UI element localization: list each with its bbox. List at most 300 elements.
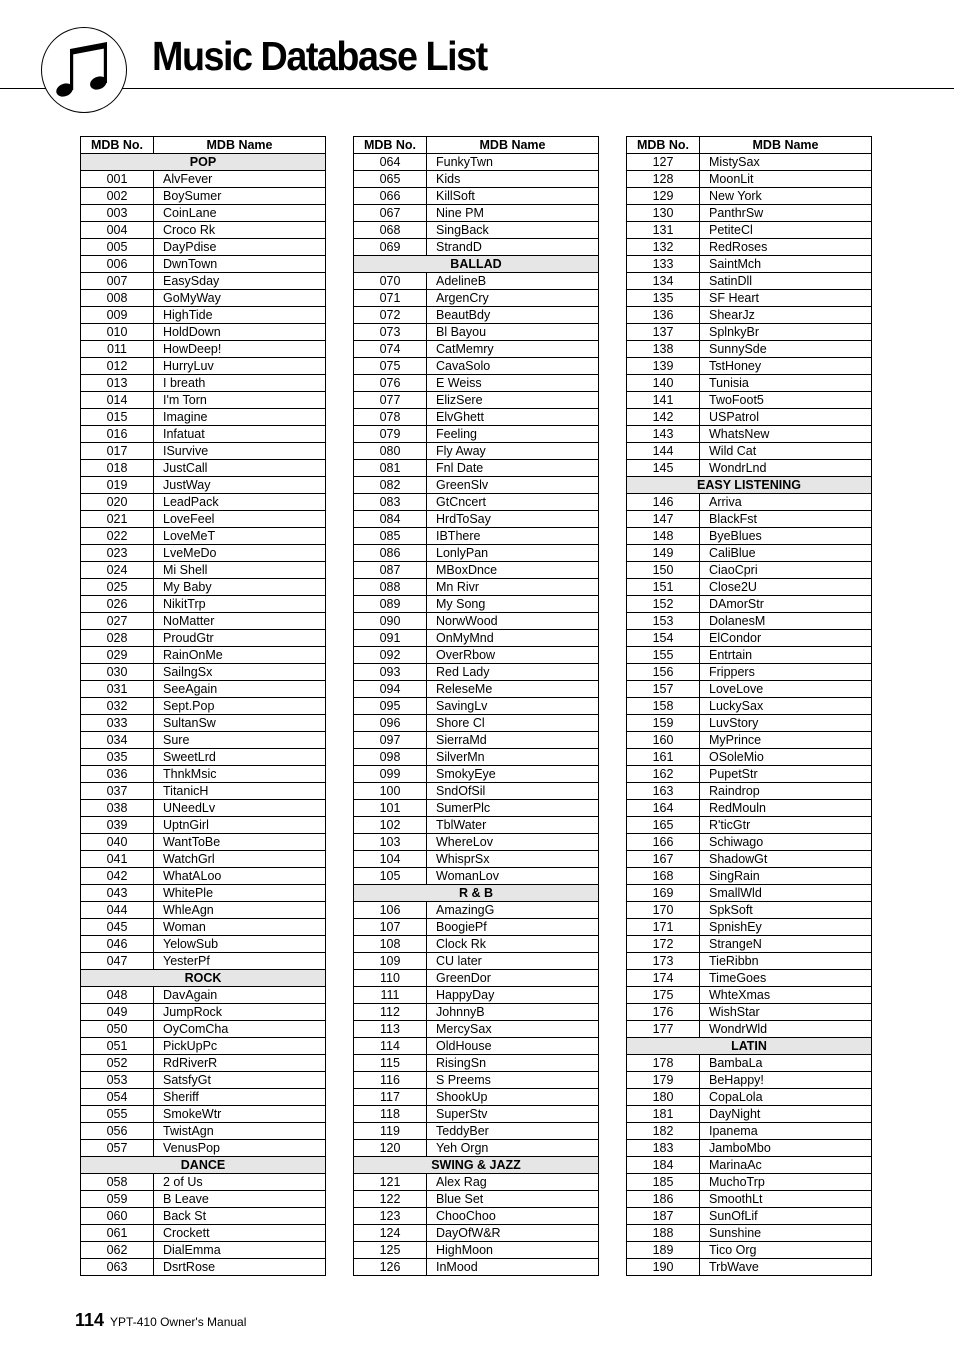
table-row (627, 630, 872, 647)
table-row (627, 766, 872, 783)
mdb-number: 024 (81, 562, 154, 579)
table-row (81, 851, 326, 868)
category-label: LATIN (627, 1038, 872, 1055)
table-row (627, 188, 872, 205)
table-row (627, 511, 872, 528)
mdb-name: Wild Cat (700, 443, 872, 460)
mdb-number: 133 (627, 256, 700, 273)
table-row (627, 1208, 872, 1225)
table-row (354, 613, 599, 630)
mdb-number: 120 (354, 1140, 427, 1157)
table-row (354, 494, 599, 511)
table-row (627, 1140, 872, 1157)
mdb-number: 116 (354, 1072, 427, 1089)
table-row (354, 358, 599, 375)
category-label: POP (81, 154, 326, 171)
table-row (81, 902, 326, 919)
mdb-name: ShearJz (700, 307, 872, 324)
mdb-number: 148 (627, 528, 700, 545)
mdb-name: TwistAgn (154, 1123, 326, 1140)
mdb-name: PanthrSw (700, 205, 872, 222)
table-row (354, 545, 599, 562)
table-row (81, 1123, 326, 1140)
mdb-number: 043 (81, 885, 154, 902)
mdb-name: Sheriff (154, 1089, 326, 1106)
mdb-name: Fly Away (427, 443, 599, 460)
table-row (81, 715, 326, 732)
page-number: 114 (75, 1310, 105, 1330)
table-row (81, 256, 326, 273)
table-row (354, 630, 599, 647)
table-row (354, 477, 599, 494)
table-row (627, 1055, 872, 1072)
mdb-number: 094 (354, 681, 427, 698)
mdb-number: 121 (354, 1174, 427, 1191)
table-row (627, 579, 872, 596)
table-row (81, 817, 326, 834)
table-row (627, 341, 872, 358)
mdb-number: 099 (354, 766, 427, 783)
table-row (627, 817, 872, 834)
mdb-name: MarinaAc (700, 1157, 872, 1174)
table-row (81, 766, 326, 783)
table-row (81, 392, 326, 409)
mdb-name: CU later (427, 953, 599, 970)
mdb-name: WhatALoo (154, 868, 326, 885)
mdb-name: LoveLove (700, 681, 872, 698)
table-row (354, 868, 599, 885)
mdb-number: 157 (627, 681, 700, 698)
table-row (81, 800, 326, 817)
mdb-name: ElvGhett (427, 409, 599, 426)
mdb-number: 002 (81, 188, 154, 205)
mdb-number: 091 (354, 630, 427, 647)
table-row (627, 1157, 872, 1174)
mdb-name: UNeedLv (154, 800, 326, 817)
mdb-name: ReleseMe (427, 681, 599, 698)
mdb-name: GtCncert (427, 494, 599, 511)
mdb-name: MuchoTrp (700, 1174, 872, 1191)
mdb-name: DayPdise (154, 239, 326, 256)
mdb-name: SatsfyGt (154, 1072, 326, 1089)
table-row (354, 579, 599, 596)
mdb-number: 028 (81, 630, 154, 647)
mdb-number: 182 (627, 1123, 700, 1140)
mdb-number: 090 (354, 613, 427, 630)
table-row (81, 307, 326, 324)
mdb-name: JustWay (154, 477, 326, 494)
mdb-number: 181 (627, 1106, 700, 1123)
mdb-name: PupetStr (700, 766, 872, 783)
mdb-name: SmokeWtr (154, 1106, 326, 1123)
table-row (81, 749, 326, 766)
mdb-number: 179 (627, 1072, 700, 1089)
table-row (354, 290, 599, 307)
header-mdb-no: MDB No. (354, 137, 427, 154)
mdb-name: DwnTown (154, 256, 326, 273)
mdb-name: CopaLola (700, 1089, 872, 1106)
table-row (627, 749, 872, 766)
mdb-name: SplnkyBr (700, 324, 872, 341)
mdb-name: SeeAgain (154, 681, 326, 698)
mdb-number: 093 (354, 664, 427, 681)
category-row (81, 154, 326, 171)
mdb-number: 079 (354, 426, 427, 443)
mdb-name: TblWater (427, 817, 599, 834)
table-row (354, 834, 599, 851)
table-row (354, 1259, 599, 1276)
mdb-name: RisingSn (427, 1055, 599, 1072)
mdb-name: BeHappy! (700, 1072, 872, 1089)
mdb-number: 113 (354, 1021, 427, 1038)
mdb-number: 037 (81, 783, 154, 800)
mdb-name: WhleAgn (154, 902, 326, 919)
mdb-number: 060 (81, 1208, 154, 1225)
mdb-number: 049 (81, 1004, 154, 1021)
mdb-name: StrandD (427, 239, 599, 256)
mdb-name: WhteXmas (700, 987, 872, 1004)
mdb-number: 041 (81, 851, 154, 868)
table-row (627, 936, 872, 953)
mdb-name: WhereLov (427, 834, 599, 851)
table-row (81, 171, 326, 188)
mdb-name: Feeling (427, 426, 599, 443)
mdb-number: 003 (81, 205, 154, 222)
mdb-number: 162 (627, 766, 700, 783)
mdb-number: 088 (354, 579, 427, 596)
mdb-number: 001 (81, 171, 154, 188)
mdb-name: My Baby (154, 579, 326, 596)
table-row (81, 783, 326, 800)
mdb-number: 111 (354, 987, 427, 1004)
mdb-name: WondrLnd (700, 460, 872, 477)
table-row (627, 1174, 872, 1191)
mdb-number: 005 (81, 239, 154, 256)
table-row (354, 936, 599, 953)
table-row (81, 1225, 326, 1242)
mdb-number: 089 (354, 596, 427, 613)
mdb-name: GoMyWay (154, 290, 326, 307)
mdb-name: SailngSx (154, 664, 326, 681)
table-row (354, 698, 599, 715)
table-row (354, 1106, 599, 1123)
mdb-name: SultanSw (154, 715, 326, 732)
table-row (627, 528, 872, 545)
table-row (81, 1259, 326, 1276)
category-label: DANCE (81, 1157, 326, 1174)
table-row (81, 477, 326, 494)
mdb-name: Bl Bayou (427, 324, 599, 341)
table-row (354, 1038, 599, 1055)
mdb-number: 086 (354, 545, 427, 562)
table-row (81, 1004, 326, 1021)
table-row (81, 579, 326, 596)
mdb-number: 100 (354, 783, 427, 800)
mdb-name: NoMatter (154, 613, 326, 630)
mdb-number: 074 (354, 341, 427, 358)
mdb-name: Red Lady (427, 664, 599, 681)
table-row (81, 375, 326, 392)
mdb-name: SmallWld (700, 885, 872, 902)
mdb-number: 170 (627, 902, 700, 919)
table-row (354, 188, 599, 205)
mdb-name: ChooChoo (427, 1208, 599, 1225)
table-row (627, 664, 872, 681)
table-row (354, 528, 599, 545)
mdb-number: 124 (354, 1225, 427, 1242)
mdb-number: 087 (354, 562, 427, 579)
mdb-number: 004 (81, 222, 154, 239)
mdb-number: 138 (627, 341, 700, 358)
mdb-name: PickUpPc (154, 1038, 326, 1055)
table-row (627, 494, 872, 511)
mdb-number: 154 (627, 630, 700, 647)
category-row (354, 256, 599, 273)
mdb-name: Blue Set (427, 1191, 599, 1208)
table-row (81, 1021, 326, 1038)
mdb-number: 169 (627, 885, 700, 902)
mdb-name: IBThere (427, 528, 599, 545)
mdb-name: HappyDay (427, 987, 599, 1004)
mdb-name: BoySumer (154, 188, 326, 205)
mdb-number: 063 (81, 1259, 154, 1276)
table-row (627, 987, 872, 1004)
mdb-number: 147 (627, 511, 700, 528)
mdb-name: Nine PM (427, 205, 599, 222)
table-row (627, 885, 872, 902)
table-row (627, 171, 872, 188)
mdb-name: Sunshine (700, 1225, 872, 1242)
mdb-number: 075 (354, 358, 427, 375)
table-row (354, 596, 599, 613)
mdb-name: GreenDor (427, 970, 599, 987)
mdb-number: 106 (354, 902, 427, 919)
mdb-number: 178 (627, 1055, 700, 1072)
mdb-number: 020 (81, 494, 154, 511)
table-row (81, 1055, 326, 1072)
table-row (354, 970, 599, 987)
mdb-number: 035 (81, 749, 154, 766)
table-row (81, 698, 326, 715)
mdb-name: StrangeN (700, 936, 872, 953)
mdb-name: OSoleMio (700, 749, 872, 766)
mdb-name: FunkyTwn (427, 154, 599, 171)
mdb-number: 016 (81, 426, 154, 443)
mdb-name: MoonLit (700, 171, 872, 188)
mdb-number: 143 (627, 426, 700, 443)
mdb-name: SF Heart (700, 290, 872, 307)
table-row (81, 953, 326, 970)
table-row (354, 562, 599, 579)
mdb-name: ProudGtr (154, 630, 326, 647)
category-row (354, 885, 599, 902)
table-row (354, 1242, 599, 1259)
mdb-number: 083 (354, 494, 427, 511)
table-row (354, 1191, 599, 1208)
table-row (81, 834, 326, 851)
mdb-number: 021 (81, 511, 154, 528)
mdb-name: MistySax (700, 154, 872, 171)
mdb-number: 012 (81, 358, 154, 375)
table-row (81, 443, 326, 460)
mdb-name: NorwWood (427, 613, 599, 630)
mdb-number: 080 (354, 443, 427, 460)
mdb-name: MBoxDnce (427, 562, 599, 579)
mdb-name: JustCall (154, 460, 326, 477)
table-row (81, 460, 326, 477)
mdb-name: UptnGirl (154, 817, 326, 834)
table-row (81, 358, 326, 375)
mdb-number: 151 (627, 579, 700, 596)
mdb-name: Shore Cl (427, 715, 599, 732)
mdb-name: Frippers (700, 664, 872, 681)
mdb-number: 038 (81, 800, 154, 817)
header-mdb-no: MDB No. (627, 137, 700, 154)
table-row (81, 596, 326, 613)
mdb-name: SmokyEye (427, 766, 599, 783)
mdb-name: Sure (154, 732, 326, 749)
table-row (354, 341, 599, 358)
table-row (81, 647, 326, 664)
mdb-number: 149 (627, 545, 700, 562)
mdb-name: 2 of Us (154, 1174, 326, 1191)
mdb-number: 141 (627, 392, 700, 409)
mdb-name: MercySax (427, 1021, 599, 1038)
table-row (81, 188, 326, 205)
mdb-number: 050 (81, 1021, 154, 1038)
mdb-name: SunnySde (700, 341, 872, 358)
mdb-name: Sept.Pop (154, 698, 326, 715)
mdb-number: 145 (627, 460, 700, 477)
category-label: EASY LISTENING (627, 477, 872, 494)
table-row (354, 511, 599, 528)
mdb-number: 186 (627, 1191, 700, 1208)
mdb-name: S Preems (427, 1072, 599, 1089)
mdb-number: 180 (627, 1089, 700, 1106)
mdb-name: SilverMn (427, 749, 599, 766)
mdb-number: 064 (354, 154, 427, 171)
mdb-name: SpnishEy (700, 919, 872, 936)
table-row (354, 426, 599, 443)
mdb-number: 017 (81, 443, 154, 460)
table-row (627, 596, 872, 613)
mdb-number: 131 (627, 222, 700, 239)
table-row (81, 1174, 326, 1191)
mdb-name: SpkSoft (700, 902, 872, 919)
mdb-name: DAmorStr (700, 596, 872, 613)
category-label: ROCK (81, 970, 326, 987)
mdb-name: GreenSlv (427, 477, 599, 494)
table-row (81, 1089, 326, 1106)
mdb-name: AdelineB (427, 273, 599, 290)
mdb-name: Woman (154, 919, 326, 936)
mdb-number: 015 (81, 409, 154, 426)
mdb-name: Back St (154, 1208, 326, 1225)
mdb-name: WhatsNew (700, 426, 872, 443)
table-row (354, 1089, 599, 1106)
mdb-name: RdRiverR (154, 1055, 326, 1072)
mdb-number: 059 (81, 1191, 154, 1208)
mdb-name: HighMoon (427, 1242, 599, 1259)
mdb-number: 042 (81, 868, 154, 885)
mdb-name: DayNight (700, 1106, 872, 1123)
mdb-number: 025 (81, 579, 154, 596)
mdb-number: 062 (81, 1242, 154, 1259)
table-row (81, 426, 326, 443)
mdb-number: 047 (81, 953, 154, 970)
mdb-number: 129 (627, 188, 700, 205)
table-row (81, 630, 326, 647)
mdb-number: 144 (627, 443, 700, 460)
mdb-name: TieRibbn (700, 953, 872, 970)
mdb-number: 159 (627, 715, 700, 732)
mdb-number: 175 (627, 987, 700, 1004)
mdb-name: LoveFeel (154, 511, 326, 528)
mdb-name: WhitePle (154, 885, 326, 902)
table-row (627, 1225, 872, 1242)
table-row (627, 834, 872, 851)
table-row (81, 1106, 326, 1123)
table-row (354, 273, 599, 290)
mdb-number: 076 (354, 375, 427, 392)
mdb-name: SumerPlc (427, 800, 599, 817)
mdb-name: SatinDll (700, 273, 872, 290)
mdb-number: 085 (354, 528, 427, 545)
mdb-number: 155 (627, 647, 700, 664)
mdb-number: 081 (354, 460, 427, 477)
mdb-name: SuperStv (427, 1106, 599, 1123)
mdb-number: 051 (81, 1038, 154, 1055)
mdb-name: SmoothLt (700, 1191, 872, 1208)
table-row (354, 715, 599, 732)
mdb-name: JamboMbo (700, 1140, 872, 1157)
table-row (627, 681, 872, 698)
mdb-number: 167 (627, 851, 700, 868)
header-mdb-name: MDB Name (154, 137, 326, 154)
mdb-number: 117 (354, 1089, 427, 1106)
table-row (354, 732, 599, 749)
mdb-number: 163 (627, 783, 700, 800)
mdb-number: 128 (627, 171, 700, 188)
mdb-number: 069 (354, 239, 427, 256)
mdb-number: 006 (81, 256, 154, 273)
table-row (627, 800, 872, 817)
table-row (81, 290, 326, 307)
table-row (627, 1004, 872, 1021)
mdb-name: BambaLa (700, 1055, 872, 1072)
mdb-name: DavAgain (154, 987, 326, 1004)
mdb-number: 033 (81, 715, 154, 732)
mdb-number: 168 (627, 868, 700, 885)
table-row (354, 681, 599, 698)
table-row (81, 1038, 326, 1055)
mdb-number: 165 (627, 817, 700, 834)
table-row (81, 919, 326, 936)
mdb-number: 174 (627, 970, 700, 987)
mdb-number: 184 (627, 1157, 700, 1174)
mdb-number: 142 (627, 409, 700, 426)
mdb-name: ShadowGt (700, 851, 872, 868)
mdb-number: 096 (354, 715, 427, 732)
page-footer (75, 1310, 246, 1331)
mdb-name: LuckySax (700, 698, 872, 715)
mdb-name: Alex Rag (427, 1174, 599, 1191)
mdb-name: ThnkMsic (154, 766, 326, 783)
mdb-name: JohnnyB (427, 1004, 599, 1021)
mdb-name: SierraMd (427, 732, 599, 749)
mdb-table (626, 136, 872, 1276)
mdb-number: 126 (354, 1259, 427, 1276)
